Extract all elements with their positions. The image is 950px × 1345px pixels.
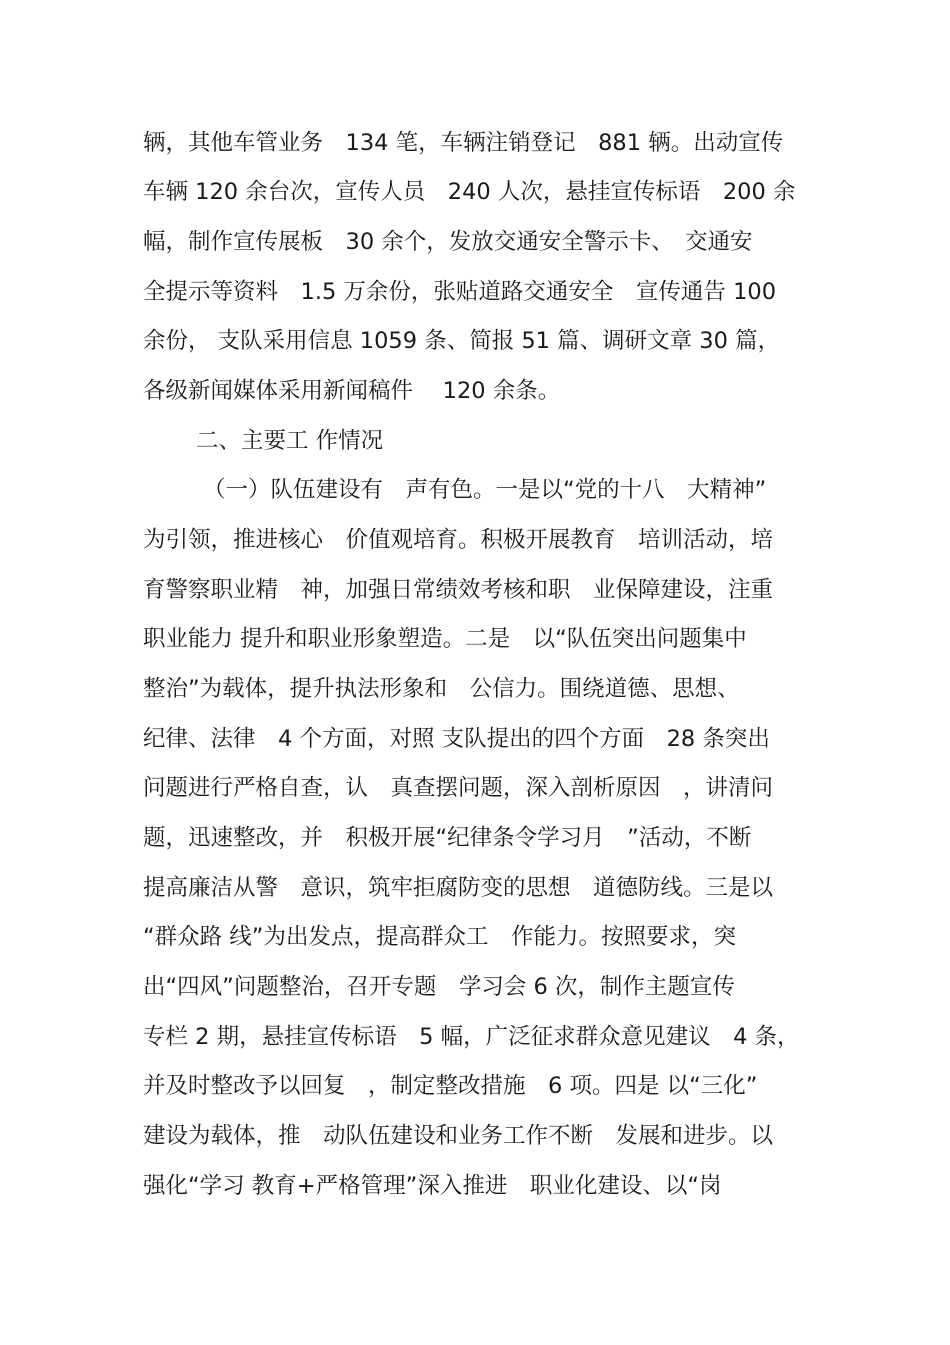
text-line: 强化“学习 教育+严格管理”深入推进 职业化建设、以“岗 bbox=[143, 1173, 722, 1199]
text-line: 题，迅速整改，并 积极开展“纪律条令学习月 ”活动，不断 bbox=[143, 825, 752, 851]
text-line: 全提示等资料 1.5 万余份，张贴道路交通安全 宣传通告 100 bbox=[143, 279, 777, 305]
text-line: 育警察职业精 神，加强日常绩效考核和职 业保障建设，注重 bbox=[143, 577, 774, 603]
text-line: 问题进行严格自查，认 真查摆问题，深入剖析原因 ，讲清问 bbox=[143, 775, 774, 801]
text-line: 提高廉洁从警 意识，筑牢拒腐防变的思想 道德防线。三是以 bbox=[143, 875, 774, 901]
text-line: 职业能力 提升和职业形象塑造。二是 以“队伍突出问题集中 bbox=[143, 626, 747, 652]
text-line: 余份， 支队采用信息 1059 条、简报 51 篇、调研文章 30 篇， bbox=[143, 328, 781, 354]
text-line: 各级新闻媒体采用新闻稿件 120 余条。 bbox=[143, 378, 561, 404]
text-line: 出“四风”问题整治，召开专题 学习会 6 次，制作主题宣传 bbox=[143, 974, 735, 1000]
text-line: 辆，其他车管业务 134 笔，车辆注销登记 881 辆。出动宣传 bbox=[143, 130, 784, 156]
text-line: 幅，制作宣传展板 30 余个，发放交通安全警示卡、 交通安 bbox=[143, 229, 753, 255]
text-line: 纪律、法律 4 个方面，对照 支队提出的四个方面 28 条突出 bbox=[143, 726, 770, 752]
section-heading: 二、主要工 作情况 bbox=[196, 428, 384, 454]
text-line: 建设为载体，推 动队伍建设和业务工作不断 发展和进步。以 bbox=[143, 1123, 774, 1149]
text-line: 整治”为载体，提升执法形象和 公信力。围绕道德、思想、 bbox=[143, 676, 740, 702]
text-line: 并及时整改予以回复 ，制定整改措施 6 项。四是 以“三化” bbox=[143, 1073, 758, 1099]
text-line: （一）队伍建设有 声有色。一是以“党的十八 大精神” bbox=[203, 477, 767, 503]
text-line: “群众路 线”为出发点，提高群众工 作能力。按照要求，突 bbox=[143, 924, 736, 950]
text-line: 专栏 2 期，悬挂宣传标语 5 幅，广泛征求群众意见建议 4 条， bbox=[143, 1024, 800, 1050]
text-line: 车辆 120 余台次，宣传人员 240 人次，悬挂宣传标语 200 余 bbox=[143, 179, 796, 205]
text-line: 为引领，推进核心 价值观培育。积极开展教育 培训活动，培 bbox=[143, 527, 774, 553]
